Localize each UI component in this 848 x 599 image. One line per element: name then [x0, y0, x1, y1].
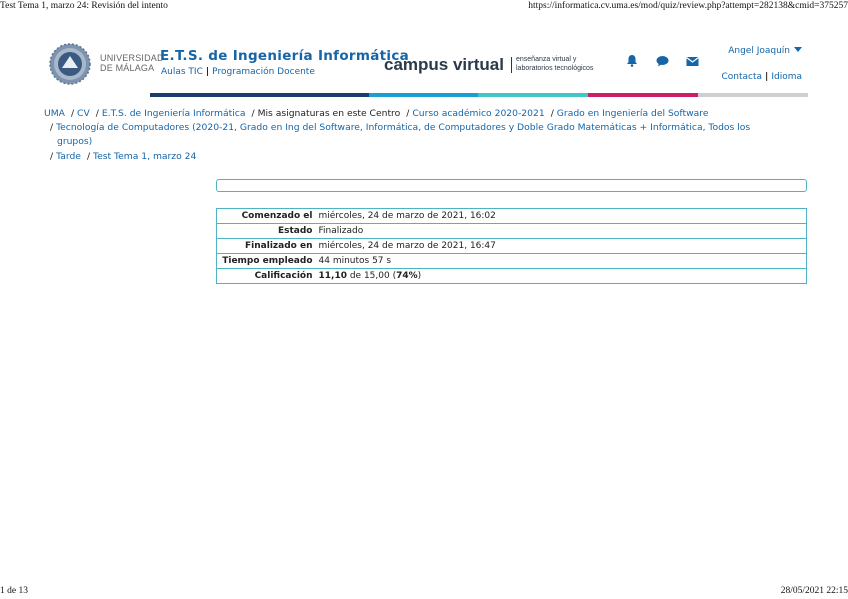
attempt-summary-table [216, 208, 807, 284]
header-color-bar [44, 93, 808, 97]
summary-value: Finalizado [315, 224, 807, 239]
summary-label: Calificación [217, 269, 315, 284]
link-separator: | [765, 72, 769, 82]
logo-divider [511, 57, 512, 73]
table-row [217, 254, 807, 269]
breadcrumb: UMA / CV / E.T.S. de Ingeniería Informática / Mis asignaturas en este Centro / Curso académico 2020-2021 / Grado en Ingeniería del Software / Tecnología de Computadores (2020-21, Grado en Ing del Software, Informática, de Computadores y Doble Grado Matemáticas + Informática, Todos los grupos) / Tarde / Test Tema 1, marzo 24 [44, 108, 751, 162]
breadcrumb-item-test[interactable]: Test Tema 1, marzo 24 [93, 150, 197, 162]
user-menu[interactable] [728, 46, 802, 56]
print-footer [0, 585, 848, 599]
summary-label: Tiempo empleado [217, 254, 315, 269]
aulas-tic-link[interactable]: Aulas TIC [161, 67, 203, 77]
chat-bubble-icon[interactable] [656, 52, 670, 66]
envelope-icon[interactable] [686, 52, 700, 66]
print-header [0, 0, 848, 14]
campus-virtual-tagline: enseñanza virtual y laboratorios tecnológicos [516, 56, 594, 72]
summary-value: 44 minutos 57 s [315, 254, 807, 269]
university-seal-icon [48, 42, 92, 86]
grade-value: 11,10 de 15,00 (74%) [315, 269, 807, 284]
summary-value: miércoles, 24 de marzo de 2021, 16:02 [318, 211, 496, 221]
school-title-link[interactable]: E.T.S. de Ingeniería Informática [160, 48, 410, 64]
table-row [217, 269, 807, 284]
table-row [217, 224, 807, 239]
breadcrumb-item-mis-asignaturas: Mis asignaturas en este Centro [257, 108, 401, 119]
site-header [44, 40, 808, 98]
idioma-link[interactable]: Idioma [771, 72, 802, 82]
link-separator: | [205, 67, 210, 77]
bell-icon[interactable] [626, 52, 640, 66]
programacion-docente-link[interactable]: Programación Docente [212, 67, 315, 77]
campus-virtual-wordmark: campus virtual [384, 55, 504, 74]
summary-label: Comenzado el [241, 211, 313, 221]
university-name: UNIVERSIDAD DE MÁLAGA [100, 53, 164, 73]
breadcrumb-item-tarde[interactable]: Tarde [56, 150, 81, 162]
summary-value: miércoles, 24 de marzo de 2021, 16:47 [315, 239, 807, 254]
print-page-number: 1 de 13 [0, 586, 28, 596]
summary-label: Estado [217, 224, 315, 239]
summary-label: Finalizado en [217, 239, 315, 254]
print-page-title: Test Tema 1, marzo 24: Revisión del intento [0, 1, 168, 11]
breadcrumb-item-curso[interactable]: Curso académico 2020-2021 [412, 108, 545, 119]
print-page-url: https://informatica.cv.uma.es/mod/quiz/review.php?attempt=282138&cmid=375257 [528, 1, 848, 11]
breadcrumb-item-asignatura-cont[interactable]: grupos) [57, 136, 93, 148]
breadcrumb-item-grado[interactable]: Grado en Ingeniería del Software [556, 108, 709, 119]
breadcrumb-item-asignatura[interactable]: Tecnología de Computadores (2020-21, Grado en Ing del Software, Informática, de Computadores y Doble Grado Matemáticas + Informática, Todos los [56, 122, 751, 134]
print-timestamp: 28/05/2021 22:15 [780, 586, 848, 596]
user-name: Angel Joaquín [728, 46, 790, 56]
breadcrumb-item-uma[interactable]: UMA [44, 108, 65, 119]
chevron-down-icon [794, 47, 802, 52]
quiz-navigation-box [216, 179, 807, 192]
breadcrumb-item-ets[interactable]: E.T.S. de Ingeniería Informática [101, 108, 246, 119]
contacta-link[interactable]: Contacta [721, 72, 763, 82]
top-links [722, 72, 802, 82]
table-row [217, 239, 807, 254]
school-sub-links [161, 67, 315, 77]
breadcrumb-item-cv[interactable]: CV [77, 108, 90, 119]
table-row [217, 209, 807, 224]
